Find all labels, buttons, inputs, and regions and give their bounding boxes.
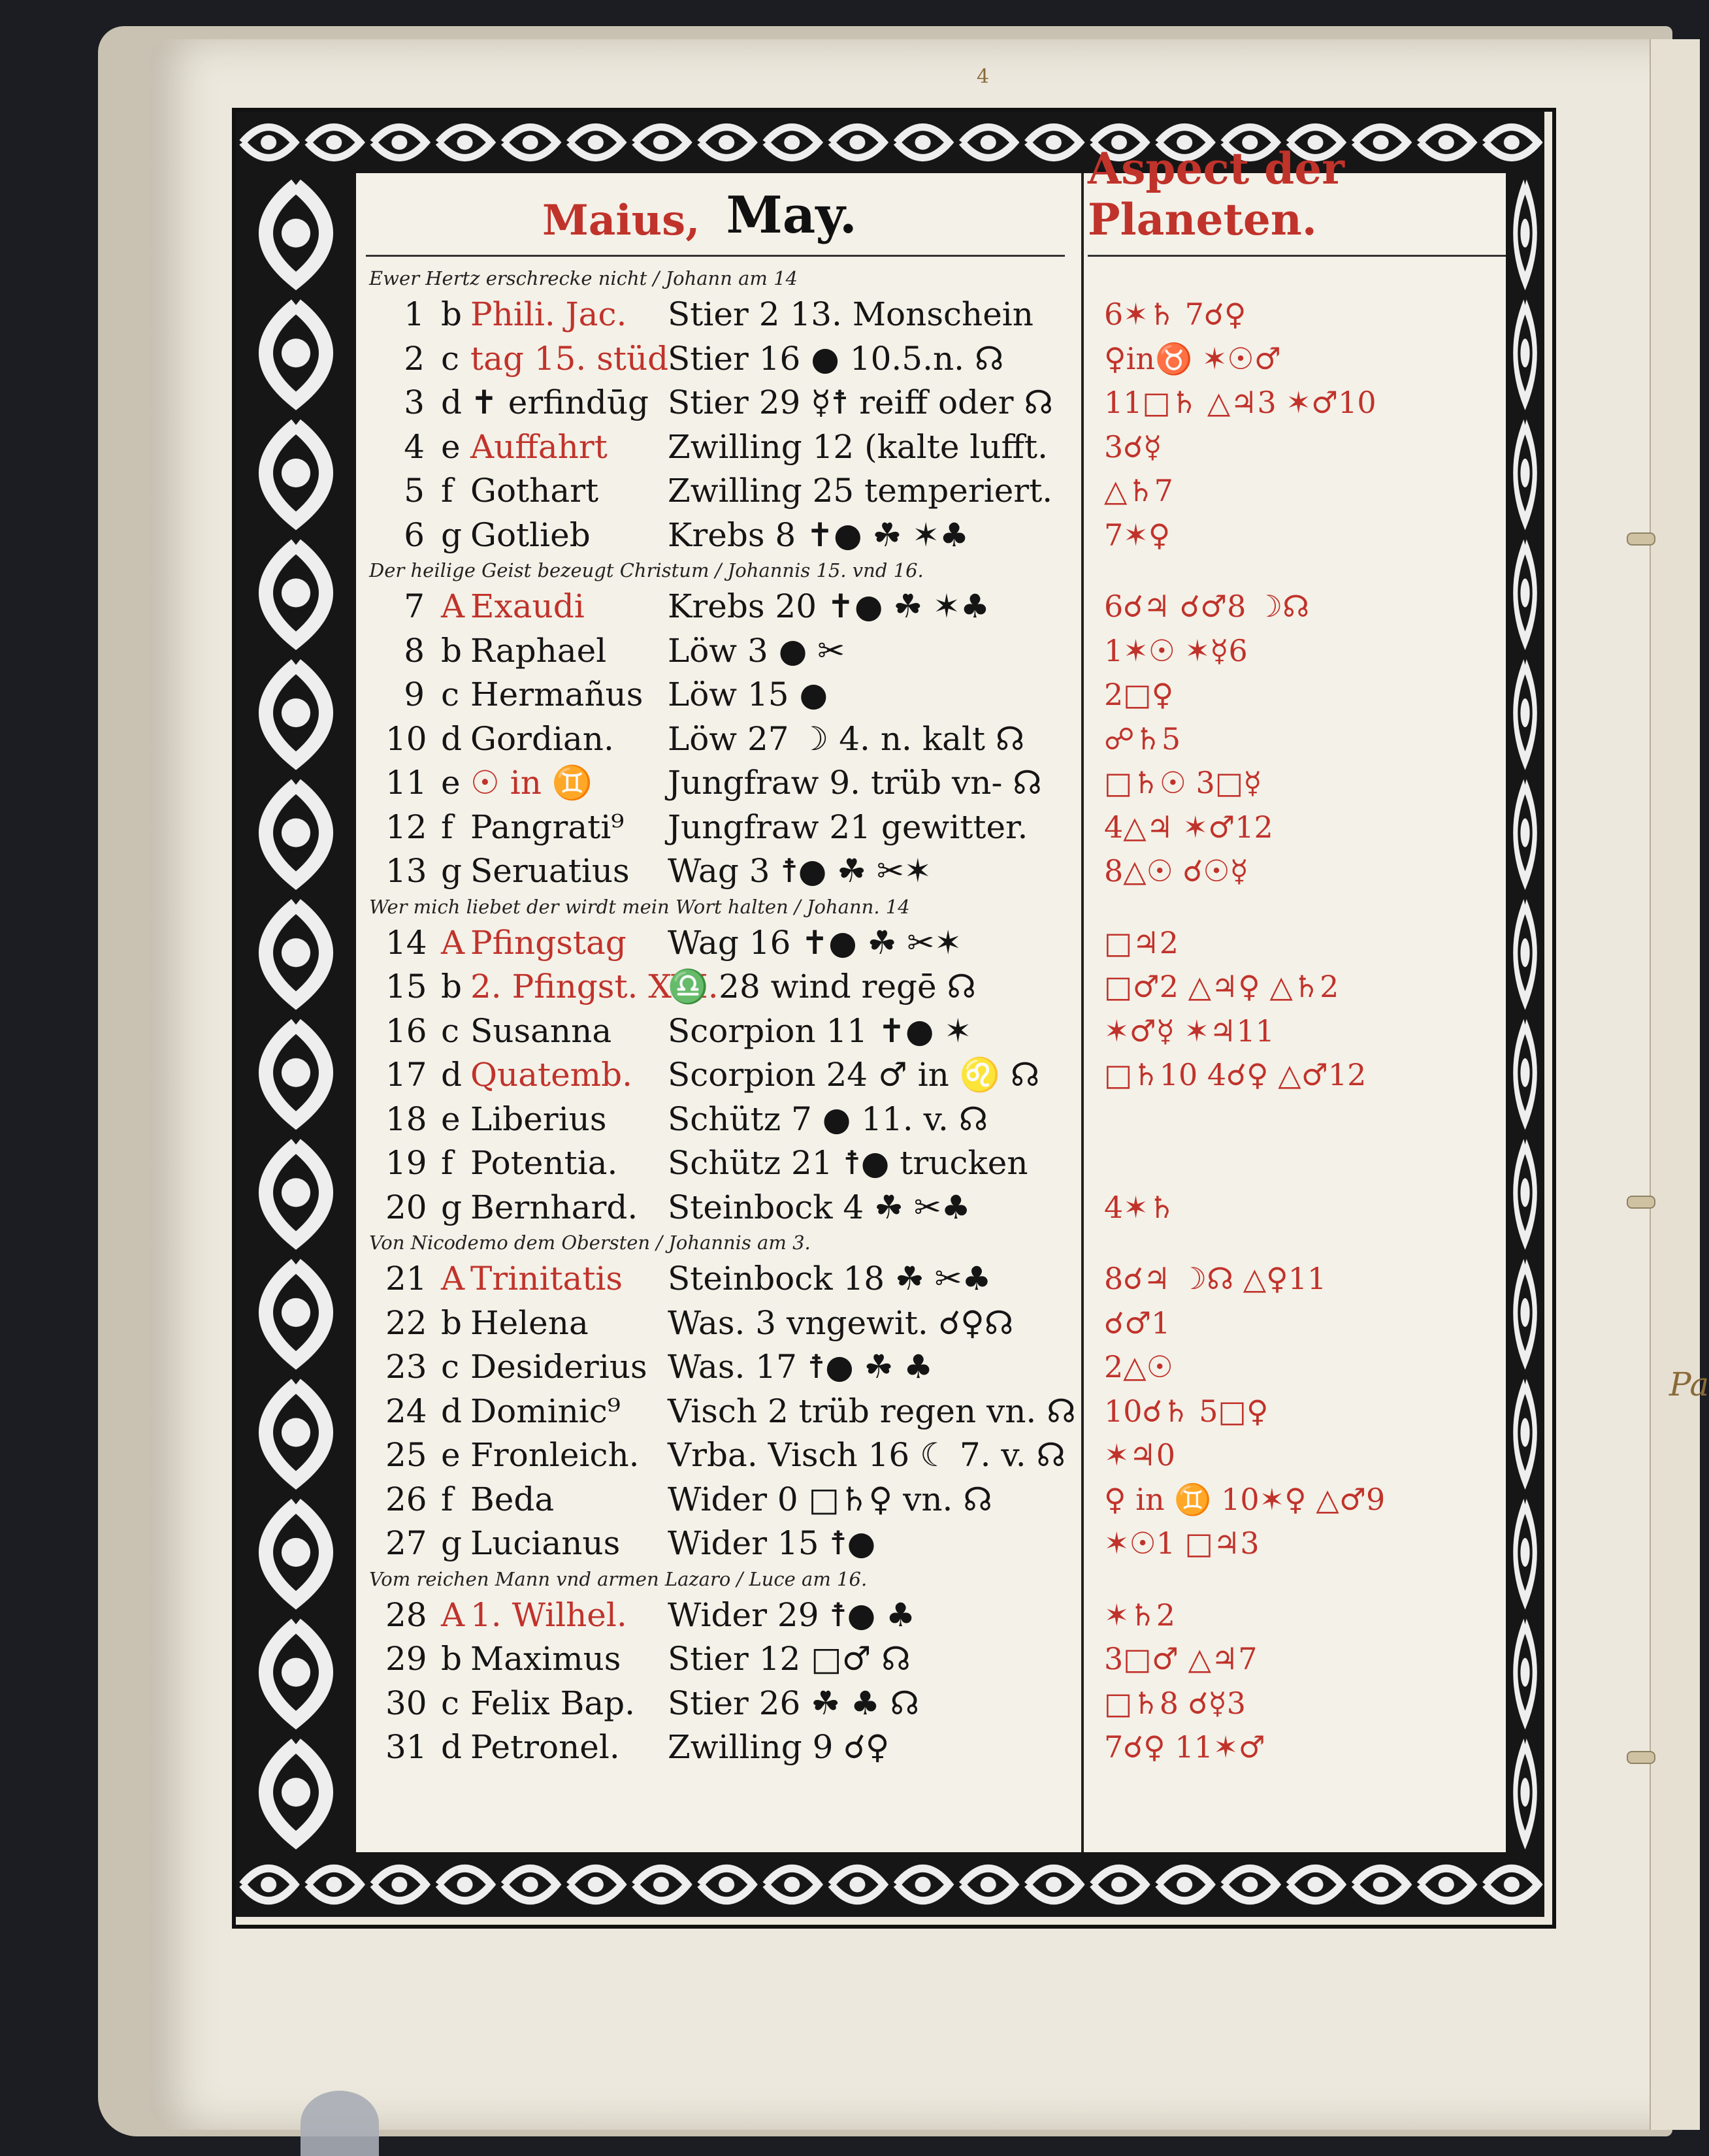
planet-aspects: 8△☉ ☌☉☿ <box>1104 853 1248 889</box>
saint-name: tag 15. stüd <box>470 339 669 378</box>
day-row <box>366 1097 1506 1141</box>
day-number: 29 <box>385 1640 427 1678</box>
saint-name: Gordian. <box>470 719 614 758</box>
day-row <box>366 1301 1506 1345</box>
dominical-letter: e <box>441 764 461 802</box>
folio-mark: 4 <box>977 65 990 88</box>
planet-aspects: 3☌☿ <box>1104 429 1162 465</box>
planet-aspects: 1✶☉ ✶☿6 <box>1104 632 1248 668</box>
planet-aspects: 10☌♄ 5□♀ <box>1104 1393 1269 1429</box>
saint-name: Raphael <box>470 631 607 670</box>
day-row <box>366 1725 1506 1769</box>
day-row <box>366 1593 1506 1637</box>
margin-note: Pa <box>1669 1365 1709 1403</box>
dominical-letter: g <box>441 515 463 554</box>
saint-name: Trinitatis <box>470 1260 623 1298</box>
day-row <box>366 1477 1506 1522</box>
dominical-letter: d <box>441 719 463 758</box>
day-row <box>366 672 1506 717</box>
planet-aspects: ✶☉1 □♃3 <box>1104 1526 1260 1561</box>
dominical-letter: b <box>441 631 463 670</box>
day-row <box>366 760 1506 805</box>
saint-name: Gotlieb <box>470 515 591 554</box>
day-number: 20 <box>385 1188 427 1226</box>
saint-name: Pfingstag <box>470 923 627 962</box>
dominical-letter: g <box>441 1188 463 1226</box>
planet-aspects: 7☌♀ 11✶♂ <box>1104 1729 1265 1765</box>
dominical-letter: g <box>441 1524 463 1562</box>
dominical-letter: e <box>441 1100 461 1138</box>
dominical-letter: c <box>441 339 460 378</box>
planet-aspects: 4△♃ ✶♂12 <box>1104 809 1273 845</box>
day-number: 28 <box>385 1595 427 1634</box>
header-rule-right <box>1088 255 1506 257</box>
day-row <box>366 292 1506 336</box>
planet-aspects: 6☌♃ ☌♂8 ☽☊ <box>1104 589 1310 624</box>
day-number: 12 <box>385 808 427 846</box>
zodiac-weather: Wider 29 ☨● ♣ <box>668 1595 916 1634</box>
day-row <box>366 1009 1506 1053</box>
planet-aspects: ☍♄5 <box>1104 721 1181 757</box>
planet-aspects: ✶♂☿ ✶♃11 <box>1104 1013 1275 1049</box>
day-row <box>366 425 1506 469</box>
planet-aspects: △♄7 <box>1104 473 1173 508</box>
day-row <box>366 513 1506 557</box>
zodiac-weather: Zwilling 9 ☌♀ <box>668 1728 890 1766</box>
saint-name: 1. Wilhel. <box>470 1595 627 1634</box>
zodiac-weather: Wider 0 □♄♀ vn. ☊ <box>668 1480 992 1518</box>
day-number: 26 <box>385 1480 427 1518</box>
zodiac-weather: Stier 29 ☿☨ reiff oder ☊ <box>668 384 1053 421</box>
saint-name: Helena <box>470 1303 589 1342</box>
zodiac-weather: Wider 15 ☨● <box>668 1524 876 1562</box>
day-row <box>366 805 1506 849</box>
planet-aspects: □♃2 <box>1104 924 1179 960</box>
dominical-letter: b <box>441 295 463 333</box>
planet-aspects: ✶♃0 <box>1104 1437 1176 1473</box>
zodiac-weather: Löw 3 ● ✂ <box>668 631 845 670</box>
day-number: 5 <box>404 472 425 510</box>
planet-aspects: □♄10 4☌♀ △♂12 <box>1104 1057 1367 1092</box>
day-number: 23 <box>385 1348 427 1386</box>
dominical-letter: d <box>441 384 463 421</box>
day-row <box>366 1389 1506 1433</box>
saint-name: Phili. Jac. <box>470 295 627 333</box>
zodiac-weather: Visch 2 trüb regen vn. ☊ <box>668 1392 1076 1430</box>
zodiac-weather: Jungfraw 9. trüb vn- ☊ <box>668 764 1042 802</box>
planet-aspects: □♂2 △♃♀ △♄2 <box>1104 969 1339 1004</box>
day-number: 21 <box>385 1260 427 1298</box>
day-number: 30 <box>385 1684 427 1722</box>
saint-name: Liberius <box>470 1100 607 1138</box>
day-row <box>366 1681 1506 1725</box>
day-number: 13 <box>385 852 427 890</box>
saint-name: Dominic⁹ <box>470 1392 621 1430</box>
saint-name: Lucianus <box>470 1524 621 1562</box>
day-number: 24 <box>385 1392 427 1430</box>
zodiac-weather: Steinbock 4 ☘ ✂♣ <box>668 1188 971 1226</box>
planet-aspects: 7✶♀ <box>1104 517 1171 553</box>
ornament-right <box>1506 173 1544 1852</box>
day-row <box>366 629 1506 673</box>
dominical-letter: d <box>441 1728 463 1766</box>
gospel-verse-line <box>366 893 1506 921</box>
zodiac-weather: Stier 16 ● 10.5.n. ☊ <box>668 339 1004 378</box>
zodiac-weather: ♎ 28 wind regē ☊ <box>668 968 976 1005</box>
dominical-letter: f <box>441 808 453 846</box>
dominical-letter: f <box>441 472 453 510</box>
day-number: 11 <box>385 764 427 802</box>
dominical-letter: f <box>441 1144 453 1182</box>
day-row <box>366 717 1506 761</box>
saint-name: ☉ in ♊ <box>470 764 593 802</box>
dominical-letter: d <box>441 1056 463 1094</box>
day-number: 17 <box>385 1056 427 1094</box>
planet-aspects: ✶♄2 <box>1104 1597 1176 1633</box>
planet-aspects: 11□♄ △♃3 ✶♂10 <box>1104 385 1376 420</box>
zodiac-weather: Zwilling 12 (kalte lufft. <box>668 427 1049 466</box>
binding-stitch <box>1627 1196 1655 1209</box>
zodiac-weather: Stier 12 □♂ ☊ <box>668 1640 911 1678</box>
dominical-letter: A <box>441 587 465 625</box>
zodiac-weather: Schütz 21 ☨● trucken <box>668 1144 1028 1182</box>
dominical-letter: A <box>441 923 465 962</box>
saint-name: Beda <box>470 1480 555 1518</box>
day-row <box>366 380 1506 425</box>
zodiac-weather: Löw 27 ☽ 4. n. kalt ☊ <box>668 719 1025 758</box>
gospel-verse-line <box>366 1229 1506 1256</box>
dominical-letter: f <box>441 1480 453 1518</box>
aspect-title: Aspect der Planeten. <box>1088 143 1345 245</box>
day-number: 19 <box>385 1144 427 1182</box>
saint-name: Bernhard. <box>470 1188 638 1226</box>
day-row <box>366 964 1506 1009</box>
ornament-left <box>236 173 356 1852</box>
zodiac-weather: Was. 3 vngewit. ☌♀☊ <box>668 1303 1014 1342</box>
day-row <box>366 1345 1506 1389</box>
day-number: 7 <box>404 587 425 625</box>
day-row <box>366 468 1506 513</box>
day-row <box>366 1256 1506 1301</box>
day-number: 31 <box>385 1728 427 1766</box>
binding-stitch <box>1627 532 1655 546</box>
day-number: 25 <box>385 1436 427 1474</box>
planet-aspects: 8☌♃ ☽☊ △♀11 <box>1104 1261 1327 1296</box>
zodiac-weather: Löw 15 ● <box>668 676 828 713</box>
day-row <box>366 1185 1506 1230</box>
planet-aspects: □♄☉ 3□☿ <box>1104 765 1262 800</box>
dominical-letter: c <box>441 676 460 713</box>
day-number: 18 <box>385 1100 427 1138</box>
saint-name: ✝ erfindūg <box>470 384 649 421</box>
saint-name: Seruatius <box>470 852 630 890</box>
day-number: 22 <box>385 1303 427 1342</box>
dominical-letter: g <box>441 852 463 890</box>
zodiac-weather: Schütz 7 ● 11. v. ☊ <box>668 1100 988 1138</box>
day-number: 1 <box>404 295 425 333</box>
zodiac-weather: Zwilling 25 temperiert. <box>668 472 1053 510</box>
verse-text: Ewer Hertz erschrecke nicht / Johann am 14 <box>369 267 798 289</box>
dominical-letter: e <box>441 1436 461 1474</box>
day-row <box>366 1433 1506 1477</box>
zodiac-weather: Was. 17 ☨● ☘ ♣ <box>668 1348 934 1386</box>
binding-stitch <box>1627 1751 1655 1764</box>
zodiac-weather: Krebs 20 ✝● ☘ ✶♣ <box>668 587 990 625</box>
dominical-letter: A <box>441 1260 465 1298</box>
verse-text: Der heilige Geist bezeugt Christum / Johannis 15. vnd 16. <box>369 559 924 581</box>
day-number: 4 <box>404 427 425 466</box>
planet-aspects: ♀in♉ ✶☉♂ <box>1104 340 1281 376</box>
dominical-letter: b <box>441 1640 463 1678</box>
saint-name: Exaudi <box>470 587 585 625</box>
day-row <box>366 1521 1506 1565</box>
book-clip <box>301 2091 379 2156</box>
saint-name: Pangrati⁹ <box>470 808 625 846</box>
aspect-header <box>1088 143 1506 245</box>
day-row <box>366 921 1506 965</box>
month-german: May. <box>726 186 857 245</box>
day-row <box>366 849 1506 893</box>
planet-aspects: 2△☉ <box>1104 1349 1173 1384</box>
day-row <box>366 584 1506 629</box>
dominical-letter: b <box>441 968 463 1005</box>
zodiac-weather: Vrba. Visch 16 ☾ 7. v. ☊ <box>668 1436 1066 1474</box>
zodiac-weather: Jungfraw 21 gewitter. <box>668 808 1028 846</box>
month-header <box>366 173 1071 245</box>
dominical-letter: e <box>441 427 461 466</box>
zodiac-weather: Steinbock 18 ☘ ✂♣ <box>668 1260 992 1298</box>
gospel-verse-line <box>366 557 1506 584</box>
saint-name: Fronleich. <box>470 1436 640 1474</box>
zodiac-weather: Scorpion 11 ✝● ✶ <box>668 1011 972 1050</box>
ornament-bottom <box>236 1852 1544 1917</box>
day-number: 9 <box>404 676 425 713</box>
dominical-letter: A <box>441 1595 465 1634</box>
header-rule-left <box>366 255 1065 257</box>
gospel-verse-line <box>366 1565 1506 1593</box>
planet-aspects: 3□♂ △♃7 <box>1104 1641 1258 1676</box>
saint-name: Desiderius <box>470 1348 647 1386</box>
day-number: 27 <box>385 1524 427 1562</box>
saint-name: 2. Pfingst. XVI. <box>470 968 719 1005</box>
month-latin: Maius, <box>542 196 700 245</box>
planet-aspects: ♀ in ♊ 10✶♀ △♂9 <box>1104 1481 1386 1517</box>
day-number: 2 <box>404 339 425 378</box>
verse-text: Vom reichen Mann vnd armen Lazaro / Luce am 16. <box>369 1567 868 1590</box>
saint-name: Susanna <box>470 1011 612 1050</box>
day-number: 15 <box>385 968 427 1005</box>
dominical-letter: c <box>441 1011 460 1050</box>
day-row <box>366 1053 1506 1097</box>
day-number: 16 <box>385 1011 427 1050</box>
saint-name: Auffahrt <box>470 427 608 466</box>
planet-aspects: 2□♀ <box>1104 677 1174 712</box>
zodiac-weather: Wag 3 ☨● ☘ ✂✶ <box>668 852 932 890</box>
zodiac-weather: Stier 26 ☘ ♣ ☊ <box>668 1684 920 1722</box>
zodiac-weather: Krebs 8 ✝● ☘ ✶♣ <box>668 515 969 554</box>
day-row <box>366 1637 1506 1681</box>
saint-name: Petronel. <box>470 1728 620 1766</box>
saint-name: Maximus <box>470 1640 621 1678</box>
planet-aspects: 6✶♄ 7☌♀ <box>1104 297 1246 332</box>
day-number: 10 <box>385 719 427 758</box>
day-row <box>366 336 1506 381</box>
gospel-verse-line <box>366 265 1506 292</box>
verse-text: Von Nicodemo dem Obersten / Johannis am 3. <box>369 1232 811 1254</box>
zodiac-weather: Wag 16 ✝● ☘ ✂✶ <box>668 923 962 962</box>
saint-name: Quatemb. <box>470 1056 632 1094</box>
saint-name: Gothart <box>470 472 599 510</box>
saint-name: Hermañus <box>470 676 643 713</box>
saint-name: Felix Bap. <box>470 1684 636 1722</box>
dominical-letter: c <box>441 1348 460 1386</box>
planet-aspects: ☌♂1 <box>1104 1305 1171 1341</box>
dominical-letter: c <box>441 1684 460 1722</box>
day-row <box>366 1141 1506 1185</box>
planet-aspects: 4✶♄ <box>1104 1189 1176 1225</box>
planet-aspects: □♄8 ☌☿3 <box>1104 1685 1246 1721</box>
saint-name: Potentia. <box>470 1144 618 1182</box>
day-number: 8 <box>404 631 425 670</box>
verse-text: Wer mich liebet der wirdt mein Wort halten / Johann. 14 <box>369 895 910 918</box>
day-number: 14 <box>385 923 427 962</box>
zodiac-weather: Stier 2 13. Monschein <box>668 295 1034 333</box>
day-number: 3 <box>404 384 425 421</box>
dominical-letter: b <box>441 1303 463 1342</box>
next-page-edge <box>1650 39 1700 2130</box>
calendar-rows <box>366 265 1506 1839</box>
zodiac-weather: Scorpion 24 ♂ in ♌ ☊ <box>668 1056 1040 1094</box>
day-number: 6 <box>404 515 425 554</box>
dominical-letter: d <box>441 1392 463 1430</box>
